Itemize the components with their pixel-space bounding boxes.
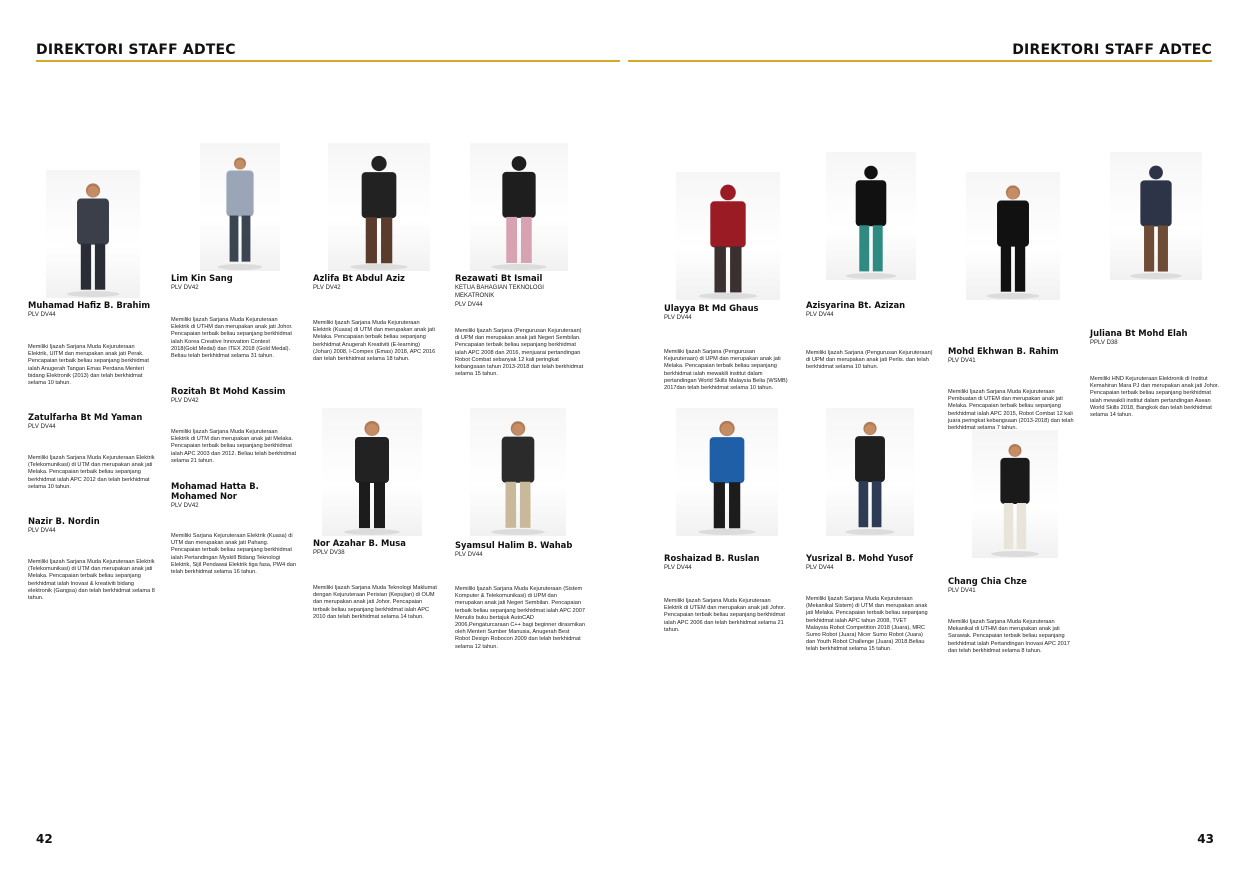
header-rule-left [36,60,620,62]
staff-description: Memiliki Ijazah Sarjana (Pengurusan Kejuruteraan) di UPM dan merupakan anak jati Negeri Sembilan. Pencapaian terbaik beliau sepanjang berkhidmat ialah APC 2008 dan 2016, menjuarai pertandingan Robot Combat sebanyak 12 kali peringkat kebangsaan tahun 2013-2018 dan telah berkhidmat selama 15 tahun. [455,328,584,378]
staff-photo [972,430,1058,558]
staff-photo [676,172,780,300]
staff-description: Memiliki Ijazah Sarjana (Pengurusan Kejuruteraan) di UPM dan merupakan anak jati Perlis. dan telah berkhidmat selama 10 tahun. [806,350,933,371]
staff-name: Roshaizad B. Ruslan [664,553,760,563]
staff-description: Memiliki Ijazah Sarjana Muda Kejuruteraan Mekanikal di UTHM dan merupakan anak jati Sarawak. Pencapaian terbaik beliau sepanjang berkhidmat ialah Pertandingan Inovasi APC 2017 dan telah berkhidmat selama 8 tahun. [948,619,1070,654]
staff-name: Juliana Bt Mohd Elah [1090,328,1188,338]
staff-photo [826,152,916,280]
staff-grade: PLV DV42 [171,285,199,291]
staff-grade: PLV DV44 [664,315,692,321]
staff-description: Memiliki Ijazah Sarjana Muda Kejuruteraan (Sistem Komputer & Telekomunikasi) di UPM dan merupakan anak jati Negeri Sembilan. Pencapaian terbaik beliau sepanjang berkhidmat ialah APC 2007 Menulis buku bertajuk AutoCAD 2006,Pengaturcaraan C++ bagi beginner dirasmikan oleh Menteri Sumber Manusia, Anugerah Best Robot Design Robocon 2009 dan telah berkhidmat selama 12 tahun. [455,586,585,650]
staff-grade: PLV DV42 [171,398,199,404]
staff-grade: PLV DV44 [28,424,56,430]
staff-name: Lim Kin Sang [171,273,233,283]
staff-description: Memiliki Ijazah Sarjana Muda Kejuruteraan Elektrik di UTEM dan merupakan anak jati Johor. Pencapaian terbaik beliau sepanjang berkhidmat ialah APC 2006 dan telah berkhidmat selama 21 tahun. [664,598,786,633]
staff-role: KETUA BAHAGIAN TEKNOLOGI MEKATRONIK [455,285,544,299]
staff-name: Mohamad Hatta B. Mohamed Nor [171,481,259,501]
staff-grade: PLV DV44 [28,528,56,534]
header-title-left: DIREKTORI STAFF ADTEC [36,42,236,58]
staff-photo [200,143,280,271]
staff-name: Nazir B. Nordin [28,516,100,526]
staff-name: Rozitah Bt Mohd Kassim [171,386,286,396]
staff-name: Rezawati Bt Ismail [455,273,543,283]
staff-grade: PPLV DV38 [313,550,345,556]
staff-description: Memiliki Ijazah Sarjana Muda Kejuruteraan Elektrik, UITM dan merupakan anak jati Perak. Pencapaian terbaik beliau sepanjang berkhidmat ialah Anugerah Tangan Emas Perdana Menteri bidang Elektronik (2013) dan telah berkhidmat selama 10 tahun. [28,344,149,387]
staff-grade: PLV DV44 [455,302,483,308]
staff-description: Memiliki Ijazah Sarjana Muda Kejuruteraan (Mekanikal Sistem) di UTM dan merupakan anak jati Melaka. Pencapaian terbaik beliau sepanjang berkhidmat ialah APC tahun 2008, TVET Malaysia Robot Competition 2018 (Juara), MRC Sumo Robot (Juara) Nicer Sumo Robot (Juara) dan Youth Robot Challenge (Juara) 2018.Beliau telah berkhidmat selama 15 tahun. [806,596,928,653]
staff-grade: PLV DV41 [948,358,976,364]
header-title-right: DIREKTORI STAFF ADTEC [1012,42,1212,58]
staff-grade: PLV DV44 [28,312,56,318]
staff-grade: PLV DV44 [664,565,692,571]
staff-description: Memiliki Ijazah Sarjana Muda Kejuruteraan Elektrik (Kuasa) di UTM dan merupakan anak jati Melaka. Pencapaian terbaik beliau sepanjang berkhidmat Anugerah Kreativiti (E-learning)(Johan) 2008, I-Compex (Emas) 2018, APC 2016 dan telah berkhidmat selama 18 tahun. [313,320,436,363]
staff-description: Memiliki Ijazah Sarjana Muda Kejuruteraan Elektrik di UTM dan merupakan anak jati Melaka. Pencapaian terbaik beliau sepanjang berkhidmat ialah APC 2003 dan 2012. Beliau telah berkhidmat selama 21 tahun. [171,429,297,464]
staff-description: Memiliki HND Kejuruteraan Elektronik di Institut Kemahiran Mara PJ dan merupakan anak jati Johor. Pencapaian terbaik beliau sepanjang berkhidmat ialah mewakili institut dalam pertandingan Asean World Skills 2018, Bangkok dan telah berkhidmat selama 14 tahun. [1090,376,1220,419]
staff-photo [46,170,140,298]
staff-name: Yusrizal B. Mohd Yusof [806,553,913,563]
staff-name: Nor Azahar B. Musa [313,538,406,548]
staff-name: Muhamad Hafiz B. Brahim [28,300,151,310]
staff-photo [470,408,566,536]
staff-name: Azlifa Bt Abdul Aziz [313,273,405,283]
staff-description: Memiliki Ijazah Sarjana Muda Kejuruteraan Elektrik (Telekomunikasi) di UTM dan merupakan anak jati Melaka. Pencapaian terbaik beliau sepanjang berkhidmat ialah APC 2012 dan telah berkhidmat selama 10 tahun. [28,455,155,490]
staff-photo [322,408,422,536]
staff-description: Memiliki Ijazah Sarjana Muda Kejuruteraan Elektrik di UTHM dan merupakan anak jati Johor. Pencapaian terbaik beliau sepanjang berkhidmat ialah Korea Creative Innovation Contest 2018(Gold Medal) dan ITEX 2018 (Gold Medal). Beliau telah berkhidmat selama 31 tahun. [171,317,293,360]
staff-photo [676,408,778,536]
staff-grade: PLV DV42 [313,285,341,291]
page-number-right: 43 [1197,832,1214,846]
staff-grade: PPLV D38 [1090,340,1118,346]
staff-grade: PLV DV42 [171,503,199,509]
staff-name: Chang Chia Chze [948,576,1027,586]
staff-name: Zatulfarha Bt Md Yaman [28,412,143,422]
staff-photo [1110,152,1202,280]
staff-name: Azisyarina Bt. Azizan [806,300,906,310]
header-rule-right [628,60,1212,62]
staff-grade: PLV DV41 [948,588,976,594]
page-number-left: 42 [36,832,53,846]
staff-description: Memiliki Ijazah Sarjana (Pengurusan Kejuruteraan) di UPM dan merupakan anak jati Melaka. Pencapaian terbaik beliau sepanjang berkhidmat ialah mewakili institut dalam pertandingan World Skills Malaysia Belia (WSMB) 2017dan telah berkhidmat selama 10 tahun. [664,349,788,392]
staff-grade: PLV DV44 [806,312,834,318]
staff-description: Memiliki Sarjana Kejuruteraan Elektrik (Kuasa) di UTM dan merupakan anak jati Pahang. Pencapaian terbaik beliau sepanjang berkhidmat ialah Pertandingan Myskill Bidang Teknologi Elektrik, Sijil Pendawai Elektrik tiga fasa, PW4 dan telah berkhidmat selama 16 tahun. [171,533,296,576]
staff-photo [328,143,430,271]
staff-description: Memiliki Ijazah Sarjana Muda Kejuruteraan Pembuatan di UTEM dan merupakan anak jati Melaka. Pencapaian terbaik beliau sepanjang berkhidmat ialah APC 2015, Robot Combat 12 kali juara peringkat kebangsaan (2013-2018) dan telah berkhidmat selama 7 tahun. [948,389,1074,432]
staff-name: Syamsul Halim B. Wahab [455,540,573,550]
staff-photo [966,172,1060,300]
staff-description: Memiliki Ijazah Sarjana Muda Kejuruteraan Elektrik (Telekomunikasi) di UTM dan merupakan anak jati Melaka. Pencapaian terbaik beliau sepanjang berkhidmat ialah Inovasi & kreativiti bidang elektronik (Gangsa) dan telah berkhidmat selama 8 tahun. [28,559,155,602]
staff-name: Ulayya Bt Md Ghaus [664,303,759,313]
staff-grade: PLV DV44 [455,552,483,558]
staff-photo [826,408,914,536]
staff-name: Mohd Ekhwan B. Rahim [948,346,1059,356]
staff-grade: PLV DV44 [806,565,834,571]
staff-photo [470,143,568,271]
staff-description: Memiliki Ijazah Sarjana Muda Teknologi Maklumat dengan Kejuruteraan Perisian (Kepujian) di OUM dan merupakan anak jati Johor. Pencapaian terbaik beliau sepanjang berkhidmat ialah APC 2010 dan telah berkhidmat selama 14 tahun. [313,585,437,620]
